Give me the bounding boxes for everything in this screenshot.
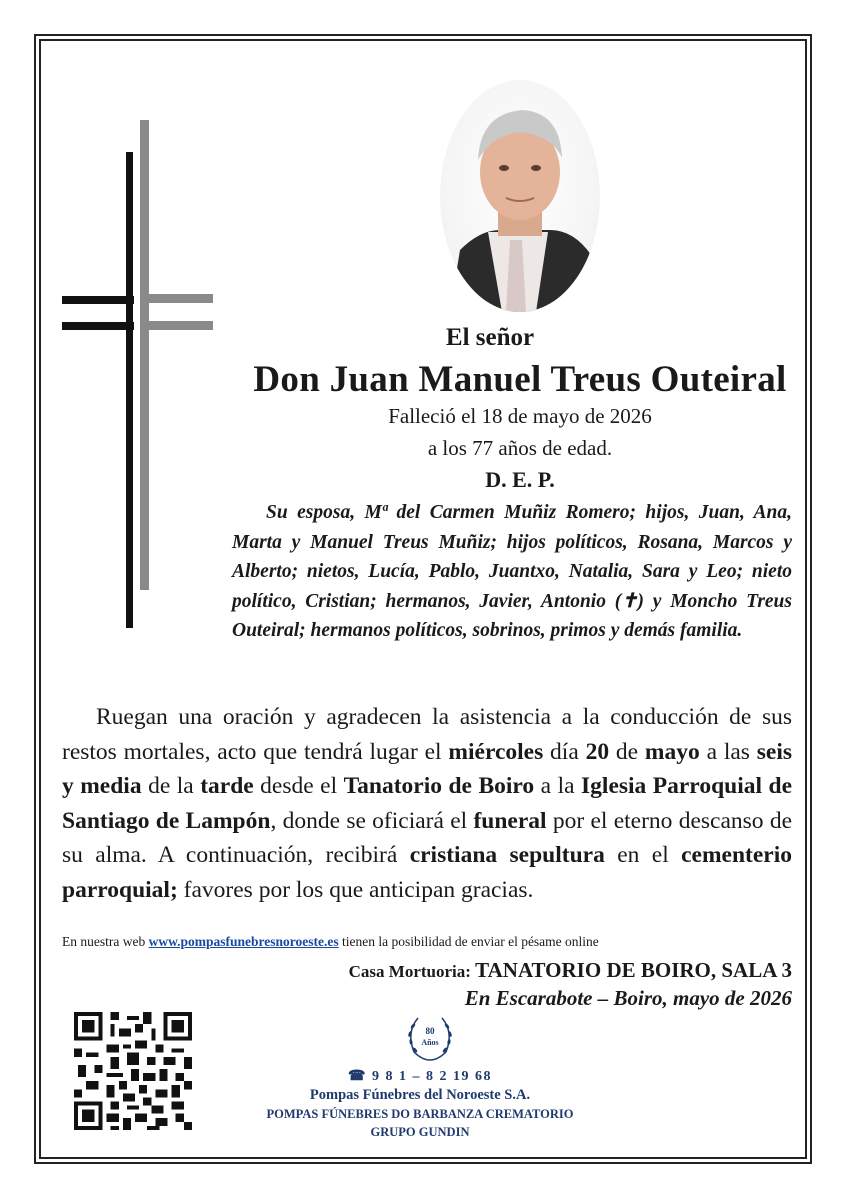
funeral-home bbox=[200, 958, 792, 983]
death-date: Falleció el 18 de mayo de 2026 bbox=[388, 404, 652, 428]
laurel-badge-icon bbox=[400, 1012, 460, 1064]
qr-code-icon[interactable] bbox=[74, 1012, 192, 1130]
funeral-home-label: Casa Mortuoria: bbox=[348, 962, 476, 981]
dep-text: D. E. P. bbox=[485, 467, 555, 492]
ceremony-paragraph: Ruegan una oración y agradecen la asistencia a la conducción de sus restos mortales, acto que tendrá lugar el miércoles día 20 de mayo a las seis y media de la tarde desde el Tanatorio de Boiro a la Iglesia Parroquial de Santiago de Lampón, donde se oficiará el funeral por el eterno descanso de su alma. A continuación, recibirá cristiana sepultura en el cementerio parroquial; favores por los que anticipan gracias. bbox=[62, 704, 793, 903]
web-notice: En nuestra web www.pompasfunebresnoroeste.es tienen la posibilidad de enviar el pésame online bbox=[62, 934, 599, 949]
company-line-3: GRUPO GUNDIN bbox=[370, 1125, 470, 1139]
company-line-2: POMPAS FÚNEBRES DO BARBANZA CREMATORIO bbox=[266, 1107, 574, 1121]
title-prefix: El señor bbox=[445, 324, 535, 351]
deceased-name: Don Juan Manuel Treus Outeiral bbox=[253, 359, 787, 400]
badge-word: Años bbox=[421, 1038, 439, 1047]
company-name: Pompas Fúnebres del Noroeste S.A. bbox=[309, 1087, 531, 1103]
phone-icon: ☎ bbox=[348, 1069, 372, 1084]
funeral-home-value: TANATORIO DE BOIRO, SALA 3 bbox=[475, 958, 792, 982]
portrait-photo bbox=[440, 80, 600, 312]
badge-number: 80 bbox=[425, 1026, 435, 1036]
cross-icon bbox=[60, 120, 220, 640]
age: a los 77 años de edad. bbox=[427, 436, 613, 460]
family-paragraph: Su esposa, Mª del Carmen Muñiz Romero; hijos, Juan, Ana, Marta y Manuel Treus Muñiz; hijos políticos, Rosana, Marcos y Alberto; nietos, Lucía, Pablo, Juantxo, Natalia, Sara y Leo; nieto político, Cristian; hermanos, Javier, Antonio (✝) y Moncho Treus Outeiral; hermanos políticos, sobrinos, primos y demás familia. bbox=[232, 502, 792, 641]
website-link[interactable]: www.pompasfunebresnoroeste.es bbox=[148, 934, 339, 949]
phone-number[interactable]: 9 8 1 – 8 2 19 68 bbox=[371, 1069, 492, 1084]
phone-line bbox=[250, 1068, 590, 1085]
place-date: En Escarabote – Boiro, mayo de 2026 bbox=[464, 986, 792, 1010]
